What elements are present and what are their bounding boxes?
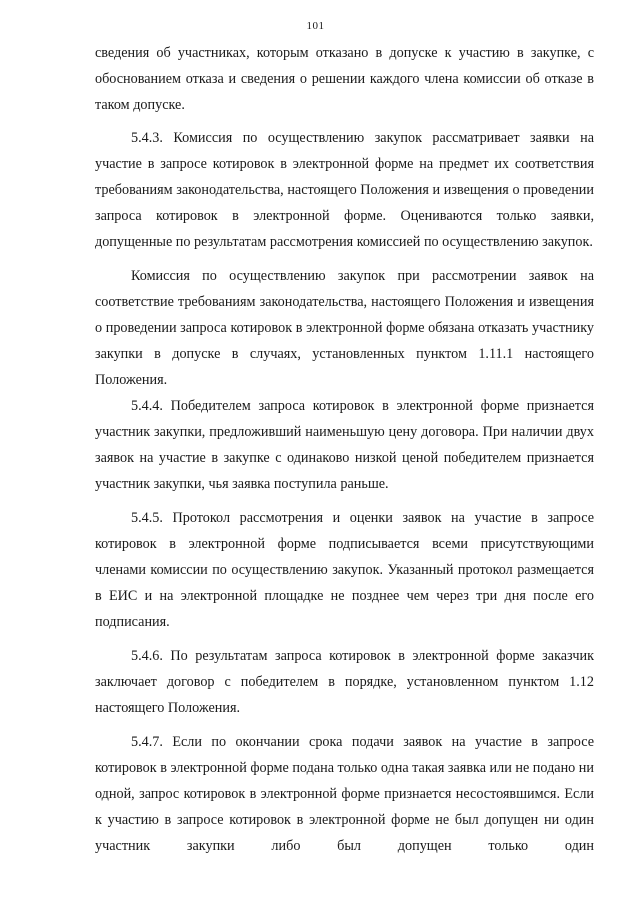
paragraph-5-4-5: 5.4.5. Протокол рассмотрения и оценки заявок на участие в запросе котировок в электронной форме подписывается всеми присутствующими членами комиссии по осуществлению закупок. Указанный протокол размещается в ЕИС и на электронной площадке не позднее чем через три дня после его подписания. <box>95 510 594 630</box>
paragraph-5-4-4: 5.4.4. Победителем запроса котировок в электронной форме признается участник закупки, предложивший наименьшую цену договора. При наличии двух заявок на участие в закупке с одинаково низкой ценой победителем признается участник закупки, чья заявка поступила раньше. <box>95 398 594 492</box>
paragraph-5-4-7: 5.4.7. Если по окончании срока подачи заявок на участие в запросе котировок в электронной форме подана только одна такая заявка или не подано ни одной, запрос котировок в электронной форме признается несостоявшимся. Если к участию в запросе котировок в электронной форме не был допущен ни один участник закупки либо был допущен только один <box>95 734 594 854</box>
paragraph-5-4-3: 5.4.3. Комиссия по осуществлению закупок рассматривает заявки на участие в запросе котировок в электронной форме на предмет их соответствия требованиям законодательства, настоящего Положения и извещения о проведении запроса котировок в электронной форме. Оцениваются только заявки, допущенные по результатам рассмотрения комиссией по осуществлению закупок. <box>95 130 594 250</box>
paragraph-commission-refusal: Комиссия по осуществлению закупок при рассмотрении заявок на соответствие требованиям законодательства, настоящего Положения и извещения о проведении запроса котировок в электронной форме обязана отказать участнику закупки в допуске в случаях, установленных пунктом 1.11.1 настоящего Положения. <box>95 268 594 388</box>
paragraph-5-4-6: 5.4.6. По результатам запроса котировок в электронной форме заказчик заключает договор с победителем в порядке, установленном пунктом 1.12 настоящего Положения. <box>95 648 594 716</box>
paragraph-continuation: сведения об участниках, которым отказано в допуске к участию в закупке, с обоснованием отказа и сведения о решении каждого члена комиссии об отказе в таком допуске. <box>95 45 594 113</box>
page-number: 101 <box>306 20 325 32</box>
document-body <box>95 40 594 859</box>
